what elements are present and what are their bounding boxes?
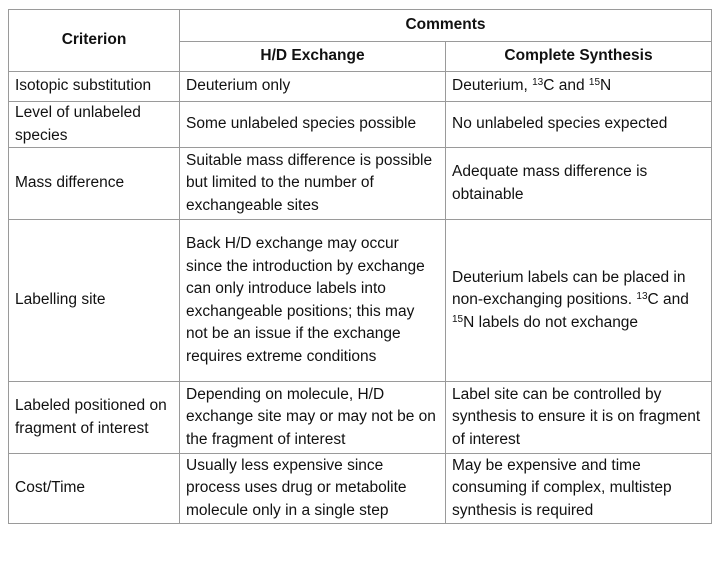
criterion-cell: Cost/Time <box>9 454 180 524</box>
header-hd-exchange: H/D Exchange <box>180 42 446 72</box>
hd-cell: Deuterium only <box>180 72 446 102</box>
criterion-cell: Level of unlabeled species <box>9 102 180 148</box>
comparison-table <box>8 9 712 524</box>
table-row <box>9 148 712 220</box>
text-part: N labels do not exchange <box>463 313 639 331</box>
header-complete-synthesis: Complete Synthesis <box>446 42 712 72</box>
criterion-cell: Isotopic substitution <box>9 72 180 102</box>
text-part: N <box>600 77 612 95</box>
header-comments: Comments <box>180 10 712 42</box>
complete-cell: Label site can be controlled by synthesis to ensure it is on fragment of interest <box>446 382 712 454</box>
hd-cell: Suitable mass difference is possible but limited to the number of exchangeable sites <box>180 148 446 220</box>
criterion-cell: Labelling site <box>9 220 180 382</box>
criterion-cell: Labeled positioned on fragment of interest <box>9 382 180 454</box>
table-row <box>9 72 712 102</box>
isotope-mass-15: 15 <box>452 313 464 325</box>
hd-cell: Usually less expensive since process uses drug or metabolite molecule only in a single step <box>180 454 446 524</box>
header-row <box>9 10 712 42</box>
table-row <box>9 220 712 382</box>
table-row <box>9 454 712 524</box>
isotope-mass-13: 13 <box>532 77 544 89</box>
complete-cell <box>446 72 712 102</box>
table-row <box>9 102 712 148</box>
table-row <box>9 382 712 454</box>
complete-cell: May be expensive and time consuming if complex, multistep synthesis is required <box>446 454 712 524</box>
criterion-cell: Mass difference <box>9 148 180 220</box>
header-criterion: Criterion <box>9 10 180 72</box>
text-part: C and <box>543 77 589 95</box>
text-part: Deuterium, <box>452 77 533 95</box>
isotope-mass-13: 13 <box>636 291 648 303</box>
hd-cell: Back H/D exchange may occur since the introduction by exchange can only introduce labels into exchangeable positions; this may not be an issue if the exchange requires extreme conditions <box>180 220 446 382</box>
isotope-mass-15: 15 <box>588 77 601 89</box>
text-part: Deuterium labels can be placed in non-exchanging positions. <box>452 268 686 309</box>
text-part: C and <box>647 291 689 309</box>
complete-cell <box>446 220 712 382</box>
complete-cell: No unlabeled species expected <box>446 102 712 148</box>
complete-cell: Adequate mass difference is obtainable <box>446 148 712 220</box>
hd-cell: Some unlabeled species possible <box>180 102 446 148</box>
hd-cell: Depending on molecule, H/D exchange site may or may not be on the fragment of interest <box>180 382 446 454</box>
